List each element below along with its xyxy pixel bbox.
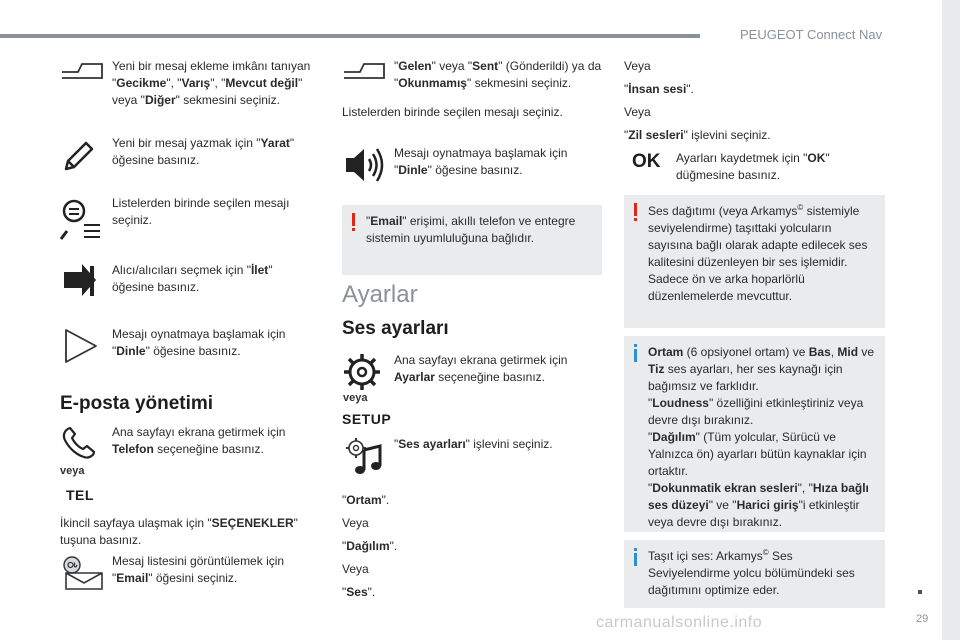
- section-heading-settings: Ayarlar: [342, 281, 418, 308]
- or-text: Veya: [342, 516, 369, 530]
- instruction-text: "Ses ayarları" işlevini seçiniz.: [394, 437, 553, 451]
- warning-note-email: "Email" erişimi, akıllı telefon ve entegre sistemin uyumluluğuna bağlıdır.: [342, 205, 602, 275]
- header-title: PEUGEOT Connect Nav: [740, 27, 883, 42]
- option-distribution: "Dağılım".: [342, 539, 398, 553]
- tel-button-label: TEL: [66, 487, 94, 503]
- speaker-icon: [342, 145, 388, 191]
- option-ambience: "Ortam".: [342, 493, 390, 507]
- page-number: 29: [916, 613, 929, 625]
- option-ringtones: "Zil sesleri" işlevini seçiniz.: [624, 128, 771, 142]
- instruction-text: Mesajı oynatmaya başlamak için "Dinle" öğesine basınız.: [112, 327, 286, 358]
- header-bar: [0, 34, 700, 38]
- instruction-text: Ana sayfayı ekrana getirmek için Telefon seçeneğine basınız.: [112, 425, 286, 456]
- info-note-cabin-sound: Taşıt içi ses: Arkamys© Ses Seviyelendirme yolcu bölümündeki ses dağıtımını optimize eder.: [624, 540, 885, 608]
- option-sound: "Ses".: [342, 585, 376, 599]
- setup-button-label: SETUP: [342, 411, 392, 427]
- instruction-text: Mesaj listesini görüntülemek için "Email" öğesini seçiniz.: [112, 554, 285, 585]
- list-search-icon: [60, 195, 106, 241]
- continue-marker: [918, 590, 922, 594]
- instruction-text: Mesajı oynatmaya başlamak için "Dinle" öğesine basınız.: [394, 146, 568, 177]
- pencil-icon: [60, 135, 106, 181]
- page-edge-strip: [942, 0, 960, 640]
- or-label: veya: [343, 392, 368, 404]
- warning-note-arkamys: Ses dağıtımı (veya Arkamys© sistemiyle seviyelendirme) taşıttaki yolcuların sayısına bağlı olarak adapte edilecek ses kalitesini düzenleyen bir ses işlemidir. Sadece ön ve arka hoparlörlü düzenlemelerde mevcuttur.: [624, 195, 885, 328]
- warning-icon: [632, 203, 640, 223]
- or-text: Veya: [624, 105, 651, 119]
- option-voice: "İnsan sesi".: [624, 82, 694, 96]
- instruction-text: Alıcı/alıcıları seçmek için "İlet" öğesine basınız.: [112, 263, 273, 294]
- section-heading-sound: Ses ayarları: [342, 318, 449, 339]
- instruction-text: Listelerden birinde seçilen mesajı seçiniz.: [112, 196, 290, 227]
- tab-icon: [60, 58, 106, 104]
- paragraph-select-message: Listelerden birinde seçilen mesajı seçiniz.: [342, 105, 563, 119]
- instruction-text: Yeni bir mesaj ekleme imkânı tanıyan "Gecikme", "Varış", "Mevcut değil" veya "Diğer" sekmesini seçiniz.: [112, 59, 311, 107]
- info-icon: [632, 548, 640, 568]
- instruction-text: Yeni bir mesaj yazmak için "Yarat" öğesine basınız.: [112, 136, 295, 167]
- or-label: veya: [60, 465, 85, 477]
- instruction-text: Ana sayfayı ekrana getirmek için Ayarlar seçeneğine basınız.: [394, 353, 568, 384]
- email-icon: [60, 553, 106, 599]
- paragraph-options: İkincil sayfaya ulaşmak için "SEÇENEKLER" tuşuna basınız.: [60, 516, 298, 547]
- gear-music-icon: [342, 436, 388, 482]
- info-icon: [632, 344, 640, 364]
- instruction-text: "Gelen" veya "Sent" (Gönderildi) ya da "Okunmamış" sekmesini seçiniz.: [394, 59, 602, 90]
- forward-icon: [60, 262, 106, 308]
- or-text: Veya: [342, 562, 369, 576]
- ok-button-label: OK: [632, 151, 661, 172]
- warning-icon: [350, 213, 358, 233]
- or-text: Veya: [624, 59, 651, 73]
- play-icon: [60, 326, 106, 372]
- watermark: carmanualsonline.info: [596, 614, 763, 631]
- instruction-text: Ayarları kaydetmek için "OK" düğmesine basınız.: [676, 151, 830, 182]
- info-note-settings: Ortam (6 opsiyonel ortam) ve Bas, Mid ve Tiz ses ayarları, her ses kaynağı için bağımsız ve farklıdır. "Loudness" özelliğini etkinleştiriniz veya devre dışı bırakınız. "Dağılım" (Tüm yolcular, Sürücü ve Yalnızca ön) ayarları bütün kaynaklar için ortaktır. "Dokunmatik ekran sesleri", "Hıza bağlı ses düzeyi" ve "Harici giriş"i etkinleştir veya devre dışı bırakınız.: [624, 336, 885, 532]
- tab-icon: [342, 58, 388, 104]
- section-heading-email: E-posta yönetimi: [60, 393, 214, 414]
